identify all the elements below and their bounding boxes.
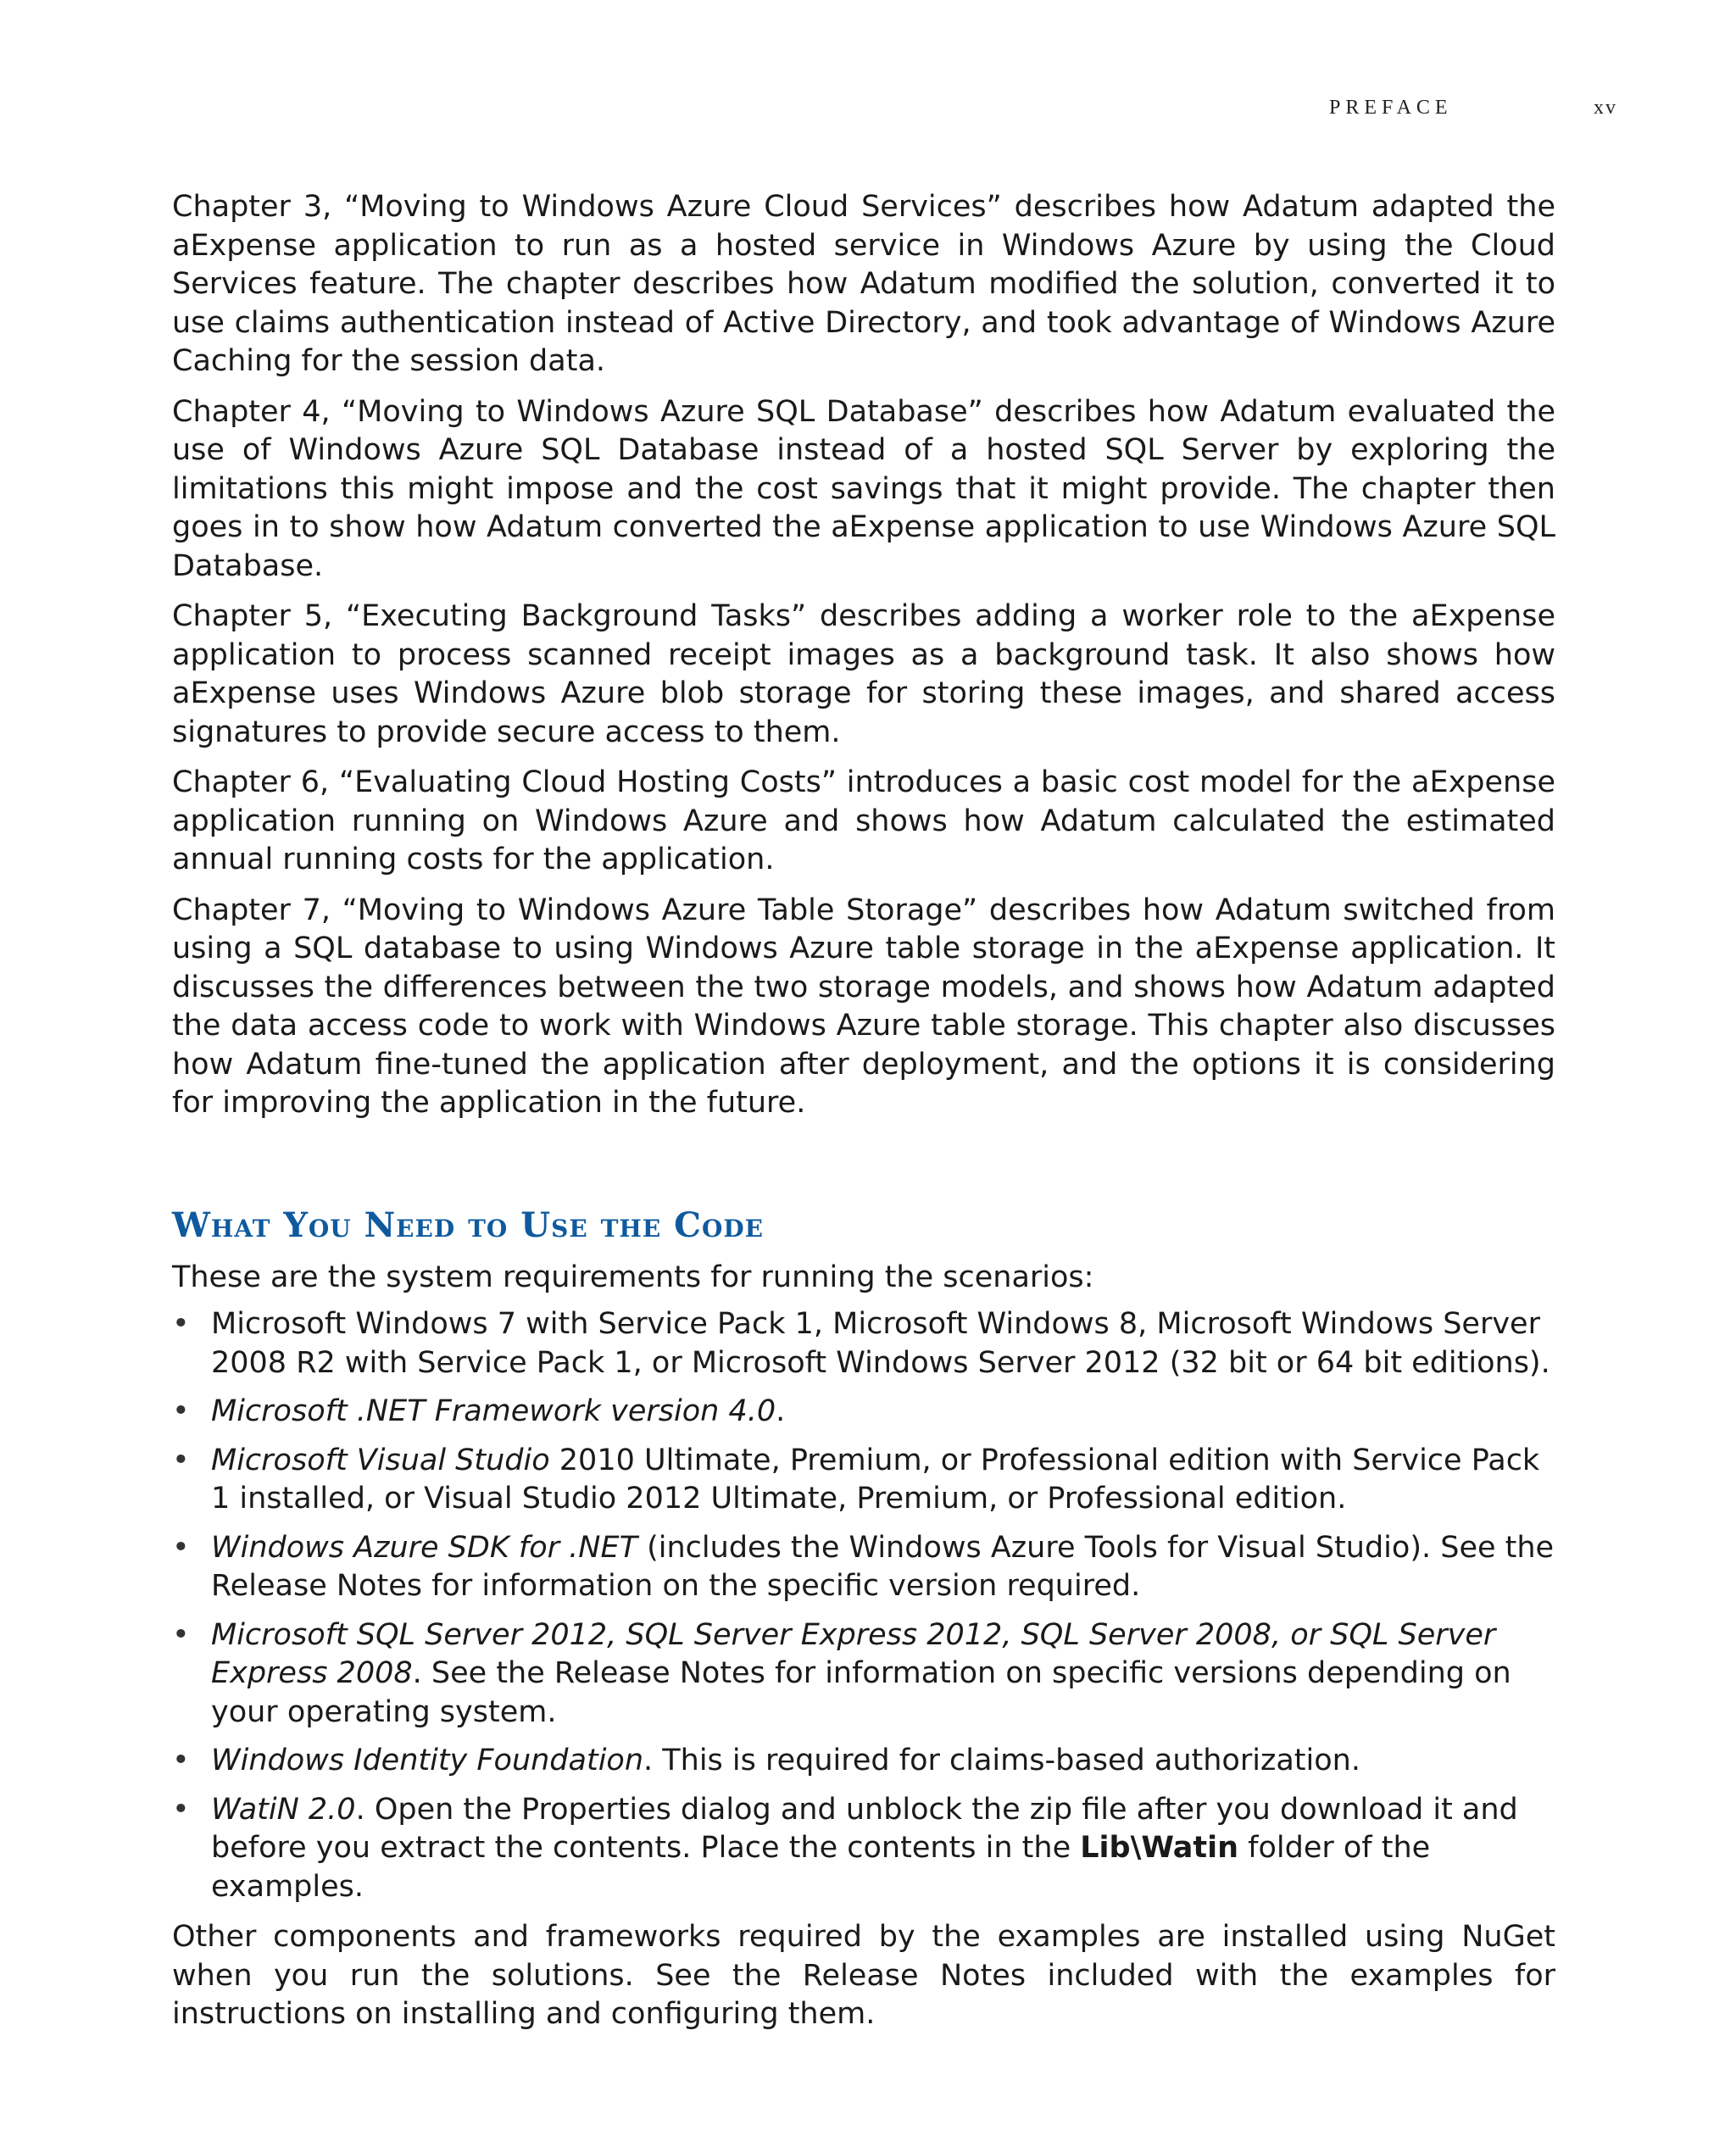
requirement-text-after: folder of the examples. — [211, 1831, 1431, 1904]
requirements-list — [172, 1305, 1555, 1906]
chapter-3-paragraph: Chapter 3, “Moving to Windows Azure Cloud Services” describes how Adatum adapted the aExpense application to run as a hosted service in Windows Azure by using the Cloud Services feature. The chapter describes how Adatum modified the solution, converted it to use claims authentication instead of Active Directory, and took advantage of Windows Azure Caching for the session data. — [172, 190, 1555, 378]
requirement-item-wif — [172, 1742, 1555, 1781]
requirement-text: Microsoft Windows 7 with Service Pack 1, Microsoft Windows 8, Microsoft Windows Server 2008 R2 with Service Pack 1, or Microsoft Windows Server 2012 (32 bit or 64 bit editions). — [211, 1307, 1550, 1380]
requirement-text: . — [776, 1394, 786, 1428]
requirement-name: Microsoft Visual Studio — [211, 1443, 550, 1477]
requirement-name: Windows Identity Foundation — [211, 1744, 644, 1777]
bullet-icon: • — [172, 1744, 190, 1777]
watin-folder-path: Lib\Watin — [1080, 1831, 1239, 1865]
requirement-item-dotnet — [172, 1393, 1555, 1432]
requirement-text: 2010 Ultimate, Premium, or Professional edition with Service Pack 1 installed, or Visual Studio 2012 Ultimate, Premium, or Professional edition. — [211, 1443, 1540, 1516]
running-head-section: PREFACE — [1329, 97, 1453, 119]
requirement-item-windows — [172, 1305, 1555, 1382]
requirement-name: Microsoft .NET Framework version 4.0 — [211, 1394, 776, 1428]
page-content — [172, 188, 1555, 2034]
closing-paragraph: Other components and frameworks required by the examples are installed using NuGet when you run the solutions. See the Release Notes included with the examples for instructions on installing and configuring them. — [172, 1920, 1555, 2031]
requirement-text: (includes the Windows Azure Tools for Visual Studio). See the Release Notes for information on the specific version required. — [211, 1530, 1555, 1603]
bullet-icon: • — [172, 1617, 190, 1652]
chapter-4-paragraph: Chapter 4, “Moving to Windows Azure SQL Database” describes how Adatum evaluated the use of Windows Azure SQL Database instead of a hosted SQL Server by exploring the limitations this might impose and the cost savings that it might provide. The chapter then goes in to show how Adatum converted the aExpense application to use Windows Azure SQL Database. — [172, 394, 1555, 583]
chapter-6-paragraph: Chapter 6, “Evaluating Cloud Hosting Costs” introduces a basic cost model for the aExpense application running on Windows Azure and shows how Adatum calculated the estimated annual running costs for the application. — [172, 765, 1555, 876]
requirement-name: WatiN 2.0 — [211, 1792, 356, 1827]
bullet-icon: • — [172, 1307, 190, 1341]
bullet-icon: • — [172, 1443, 190, 1477]
running-head — [0, 97, 1736, 131]
bullet-icon: • — [172, 1792, 190, 1827]
bullet-icon: • — [172, 1394, 190, 1428]
chapter-7-paragraph: Chapter 7, “Moving to Windows Azure Table Storage” describes how Adatum switched from using a SQL database to using Windows Azure table storage in the aExpense application. It discusses the differences between the two storage models, and shows how Adatum adapted the data access code to work with Windows Azure table storage. This chapter also discusses how Adatum fine-tuned the application after deployment, and the options it is considering for improving the application in the future. — [172, 893, 1555, 1120]
requirement-item-azure-sdk — [172, 1529, 1555, 1606]
requirement-name: Microsoft SQL Server 2012, SQL Server Express 2012, SQL Server 2008, or SQL Server Express 2008 — [211, 1617, 1496, 1690]
requirement-text: . This is required for claims-based authorization. — [643, 1744, 1360, 1777]
requirement-item-sql-server — [172, 1616, 1555, 1733]
chapter-5-paragraph: Chapter 5, “Executing Background Tasks” describes adding a worker role to the aExpense application to process scanned receipt images as a background task. It also shows how aExpense uses Windows Azure blob storage for storing these images, and shared access signatures to provide secure access to them. — [172, 599, 1555, 749]
requirement-name: Windows Azure SDK for .NET — [211, 1530, 637, 1565]
requirement-item-watin — [172, 1791, 1555, 1907]
requirements-intro: These are the system requirements for running the scenarios: — [172, 1260, 1094, 1294]
bullet-icon: • — [172, 1530, 190, 1565]
requirement-text: . See the Release Notes for information on specific versions depending on your operating system. — [211, 1656, 1511, 1729]
requirement-text: . Open the Properties dialog and unblock the zip file after you download it and before you extract the contents. Place the contents in the — [211, 1792, 1518, 1865]
section-heading: What You Need to Use the Code — [172, 1204, 765, 1245]
page-number: xv — [1594, 97, 1617, 119]
requirement-item-visual-studio — [172, 1442, 1555, 1519]
